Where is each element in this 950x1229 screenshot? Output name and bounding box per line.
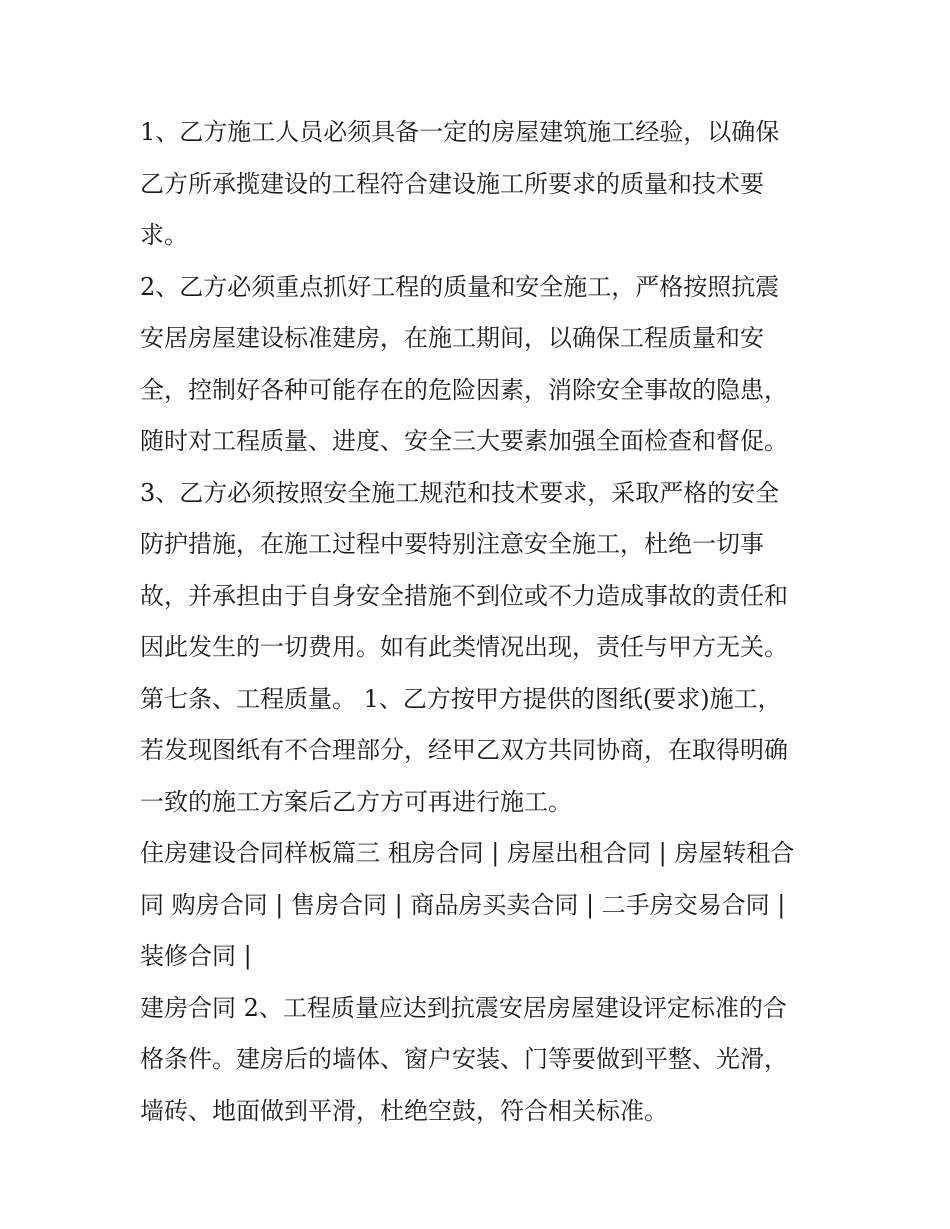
text-line: 求。	[140, 221, 188, 249]
text-line: 格条件。建房后的墙体、窗户安装、门等要做到平整、光滑，	[140, 1045, 788, 1073]
text-line: 住房建设合同样板篇三 租房合同 | 房屋出租合同 | 房屋转租合	[140, 839, 795, 867]
text-line: 乙方所承揽建设的工程符合建设施工所要求的质量和技术要	[140, 169, 764, 198]
text-line: 同 购房合同 | 售房合同 | 商品房买卖合同 | 二手房交易合同 |	[140, 890, 786, 919]
text-line: 一致的施工方案后乙方方可再进行施工。	[140, 787, 572, 816]
text-line: 1、乙方施工人员必须具备一定的房屋建筑施工经验，以确保	[140, 118, 780, 146]
text-line: 安居房屋建设标准建房，在施工期间，以确保工程质量和安	[140, 324, 764, 352]
document-body	[140, 107, 820, 1137]
text-line: 故，并承担由于自身安全措施不到位或不力造成事故的责任和	[140, 581, 788, 610]
text-line: 装修合同 |	[140, 942, 252, 970]
text-line: 第七条、工程质量。 1、乙方按甲方提供的图纸(要求)施工，	[140, 684, 782, 713]
text-line: 3、乙方必须按照安全施工规范和技术要求，采取严格的安全	[140, 478, 780, 507]
text-line: 建房合同 2、工程质量应达到抗震安居房屋建设评定标准的合	[140, 993, 787, 1022]
text-line: 随时对工程质量、进度、安全三大要素加强全面检查和督促。	[140, 427, 788, 455]
text-line: 墙砖、地面做到平滑，杜绝空鼓，符合相关标准。	[140, 1096, 668, 1125]
text-line: 若发现图纸有不合理部分，经甲乙双方共同协商，在取得明确	[140, 736, 788, 764]
text-line: 全，控制好各种可能存在的危险因素，消除安全事故的隐患，	[140, 375, 788, 404]
text-line: 2、乙方必须重点抓好工程的质量和安全施工，严格按照抗震	[140, 272, 780, 301]
text-line: 因此发生的一切费用。如有此类情况出现，责任与甲方无关。	[140, 633, 788, 661]
text-line: 防护措施，在施工过程中要特别注意安全施工，杜绝一切事	[140, 530, 764, 558]
